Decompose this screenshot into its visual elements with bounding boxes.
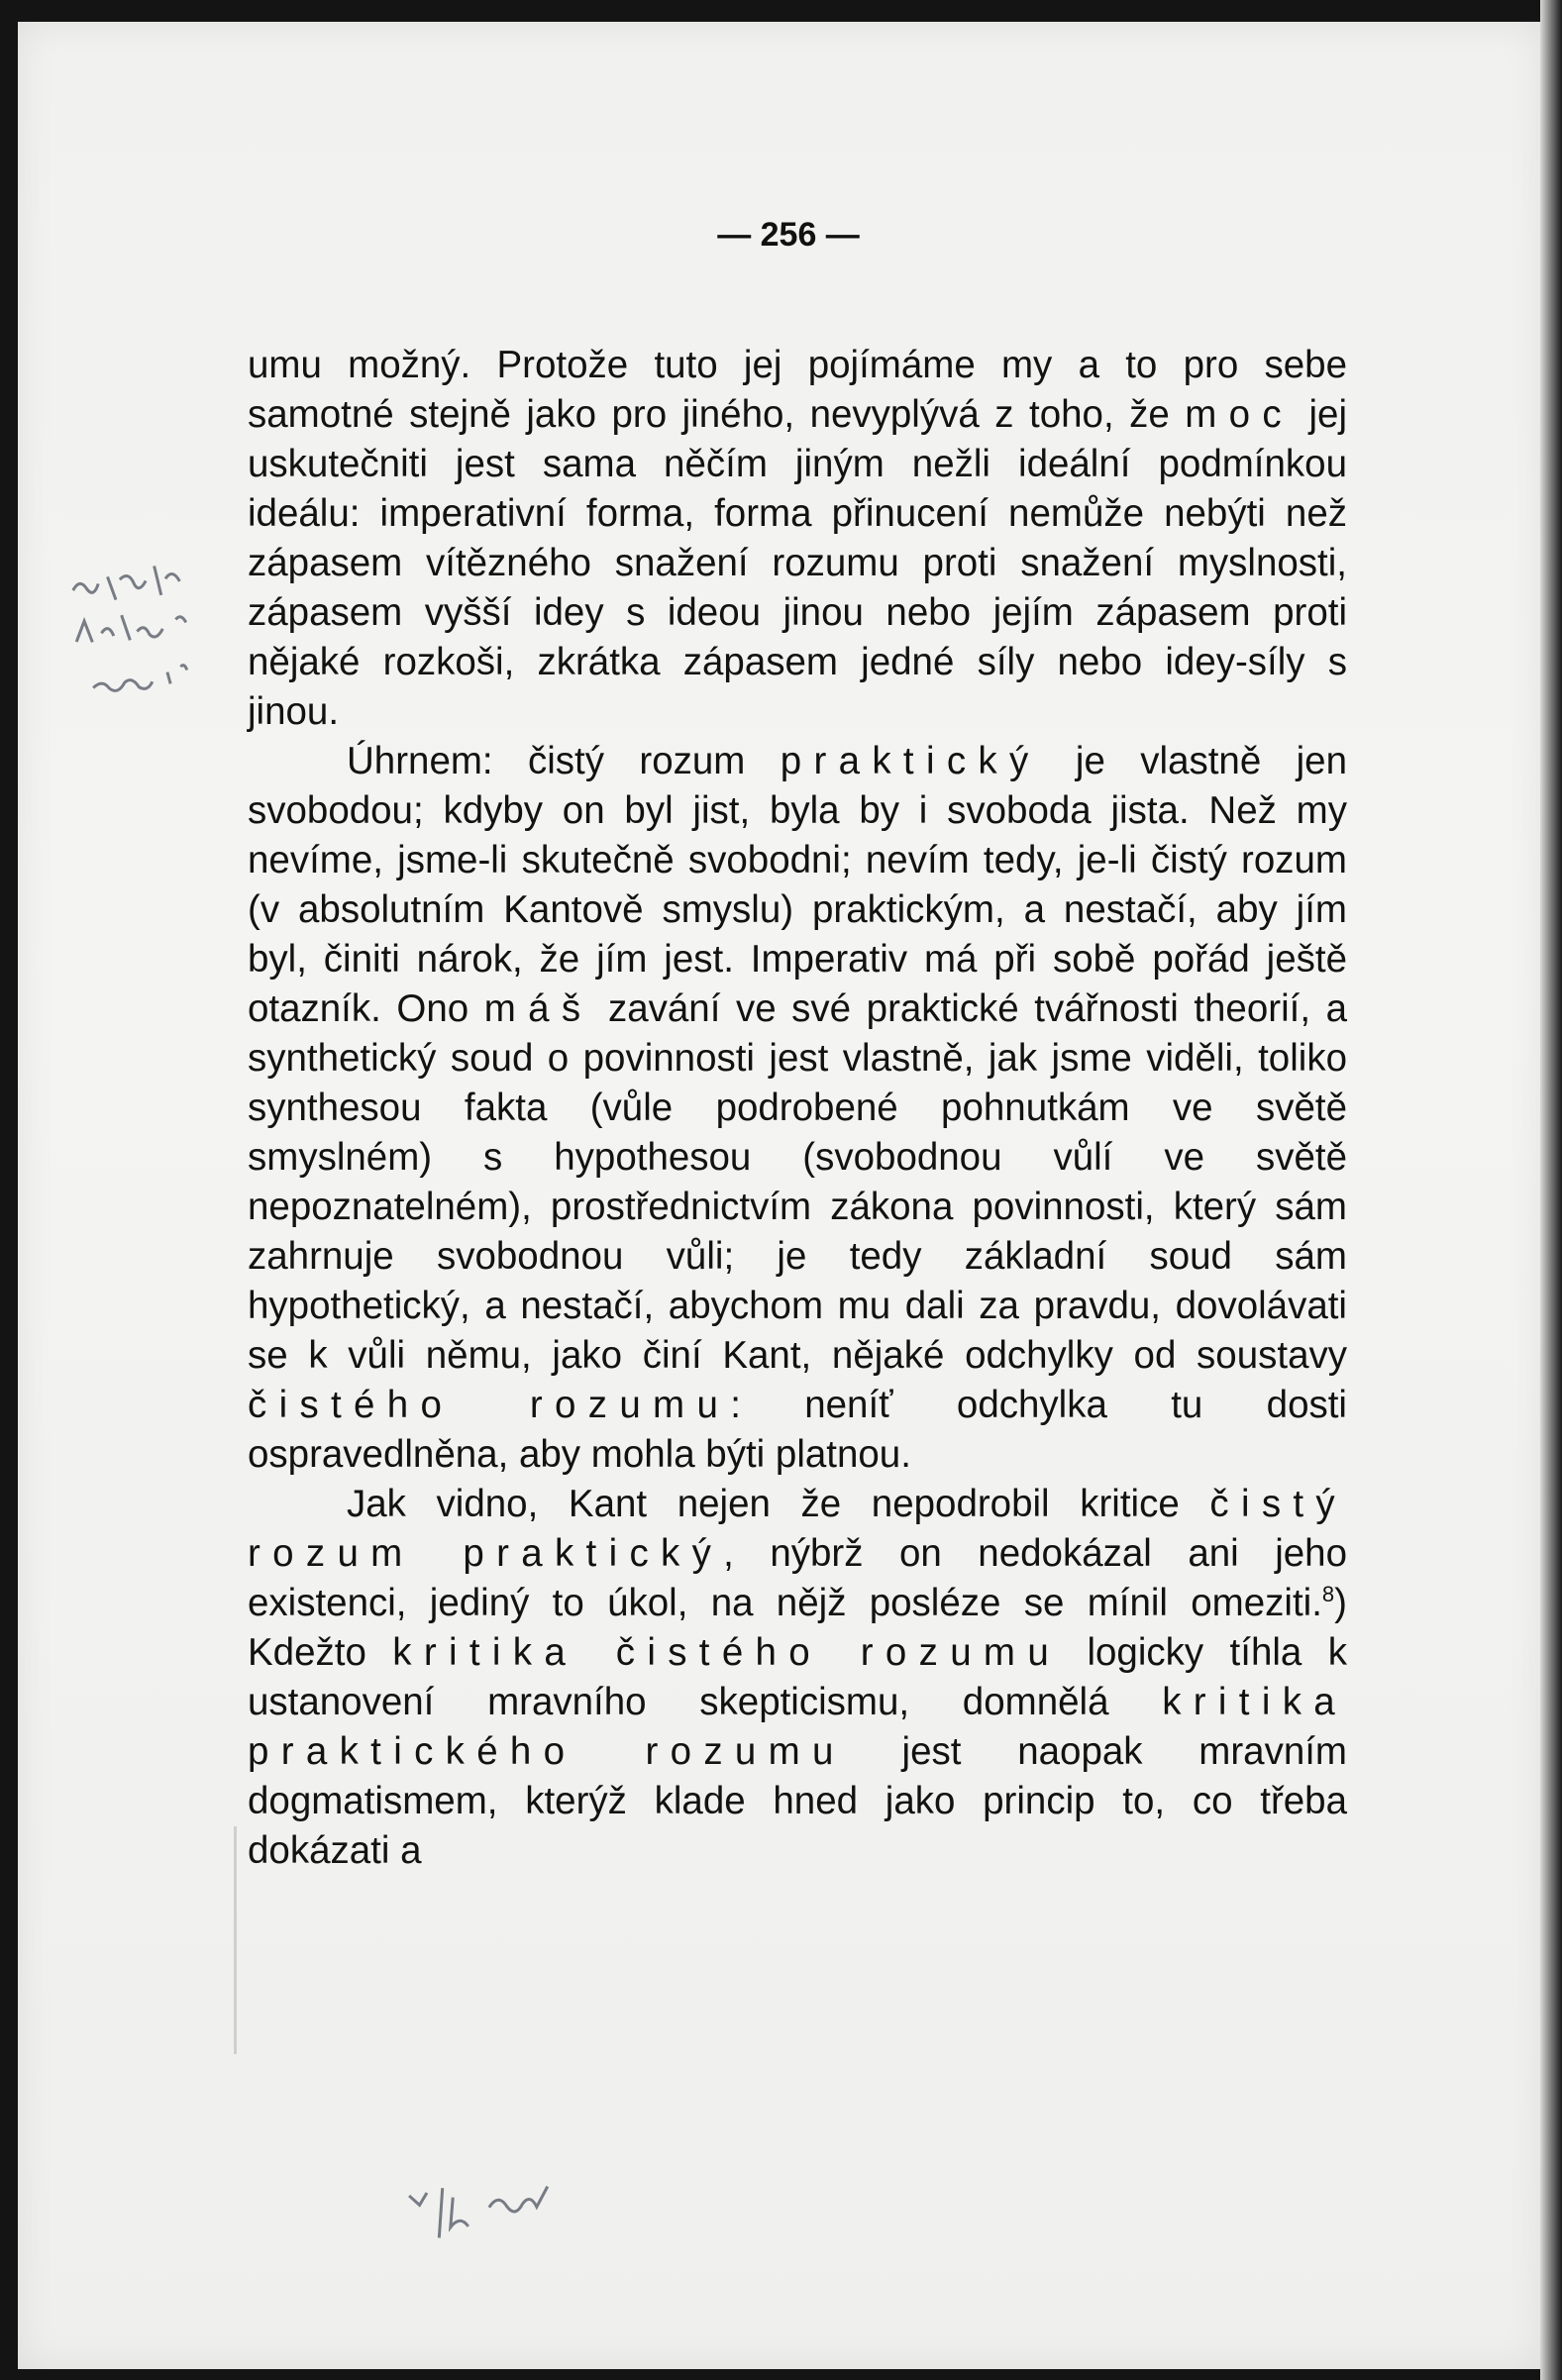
spaced-emphasis: čistého rozumu (248, 1384, 731, 1426)
text-segment: logicky tíhla k ustanovení mravního skepticismu, domnělá (248, 1631, 1347, 1723)
spaced-emphasis: kritika praktického rozumu (248, 1681, 1347, 1773)
text-segment: umu možný. Protože tuto jej pojímáme my a to pro sebe samotné stejně jako pro jiného, nevyplývá z toho, že (248, 344, 1347, 436)
text-segment: : neníť odchylka tu dosti ospravedlněna, aby mohla býti platnou. (248, 1384, 1347, 1476)
handwritten-bottom-note (402, 2166, 604, 2255)
body-text (248, 341, 1347, 1876)
spaced-emphasis: kritika čistého rozumu (392, 1631, 1062, 1674)
margin-mark (234, 1826, 237, 2054)
text-segment: , nýbrž on nedokázal ani jeho existenci, jediný to úkol, na nějž posléze se mínil omeziti. (248, 1532, 1347, 1624)
paragraph-3 (248, 1480, 1347, 1876)
footnote-marker[interactable]: 8 (1321, 1582, 1335, 1607)
text-segment: zavání ve své praktické tvářnosti theorií, a synthetický soud o povinnosti jest vlastně, jak jsme viděli, toliko synthesou fakta (vůle podrobené pohnutkám ve světě smyslném) s hypothesou (svobodnou vůlí ve světě nepoznatelném), prostřednictvím zákona povinnosti, který sám zahrnuje svobodnou vůli; je tedy základní soud sám hypothetický, a nestačí, abychom mu dali za pravdu, dovolávati se k vůli němu, jako činí Kant, nějaké odchylky od soustavy (248, 987, 1347, 1377)
paragraph-1 (248, 341, 1347, 737)
text-segment: jej uskutečniti jest sama něčím jiným nežli ideální podmínkou ideálu: imperativní forma, forma přinucení nemůže nebýti než zápasem vítězného snažení rozumu proti snažení myslnosti, zápasem vyšší idey s ideou jinou nebo jejím zápasem proti nějaké rozkoši, zkrátka zápasem jedné síly nebo idey-síly s jinou. (248, 393, 1347, 733)
text-segment: ) Kdežto (248, 1582, 1347, 1674)
paragraph-2 (248, 737, 1347, 1480)
spaced-emphasis: čistý rozum praktický (248, 1483, 1347, 1575)
spaced-emphasis: máš (483, 987, 593, 1030)
book-page (18, 22, 1543, 2369)
handwritten-margin-note (59, 533, 264, 720)
spaced-emphasis: praktický (780, 740, 1041, 782)
page-number: — 256 — (717, 216, 860, 254)
spaced-emphasis: moc (1185, 393, 1294, 436)
text-segment: Úhrnem: čistý rozum (347, 740, 781, 782)
text-segment: jest naopak mravním dogmatismem, kterýž klade hned jako princip to, co třeba dokázati a (248, 1730, 1348, 1872)
scan-edge-shadow (1540, 0, 1562, 2380)
text-segment: Jak vidno, Kant nejen že nepodrobil kritice (347, 1483, 1210, 1525)
text-segment: je vlastně jen svobodou; kdyby on byl jist, byla by i svoboda jista. Než my nevíme, jsme-li skutečně svobodni; nevím tedy, je-li čistý rozum (v absolutním Kantově smyslu) praktickým, a nestačí, aby jím byl, činiti nárok, že jím jest. Imperativ má při sobě pořád ještě otazník. Ono (248, 740, 1348, 1030)
